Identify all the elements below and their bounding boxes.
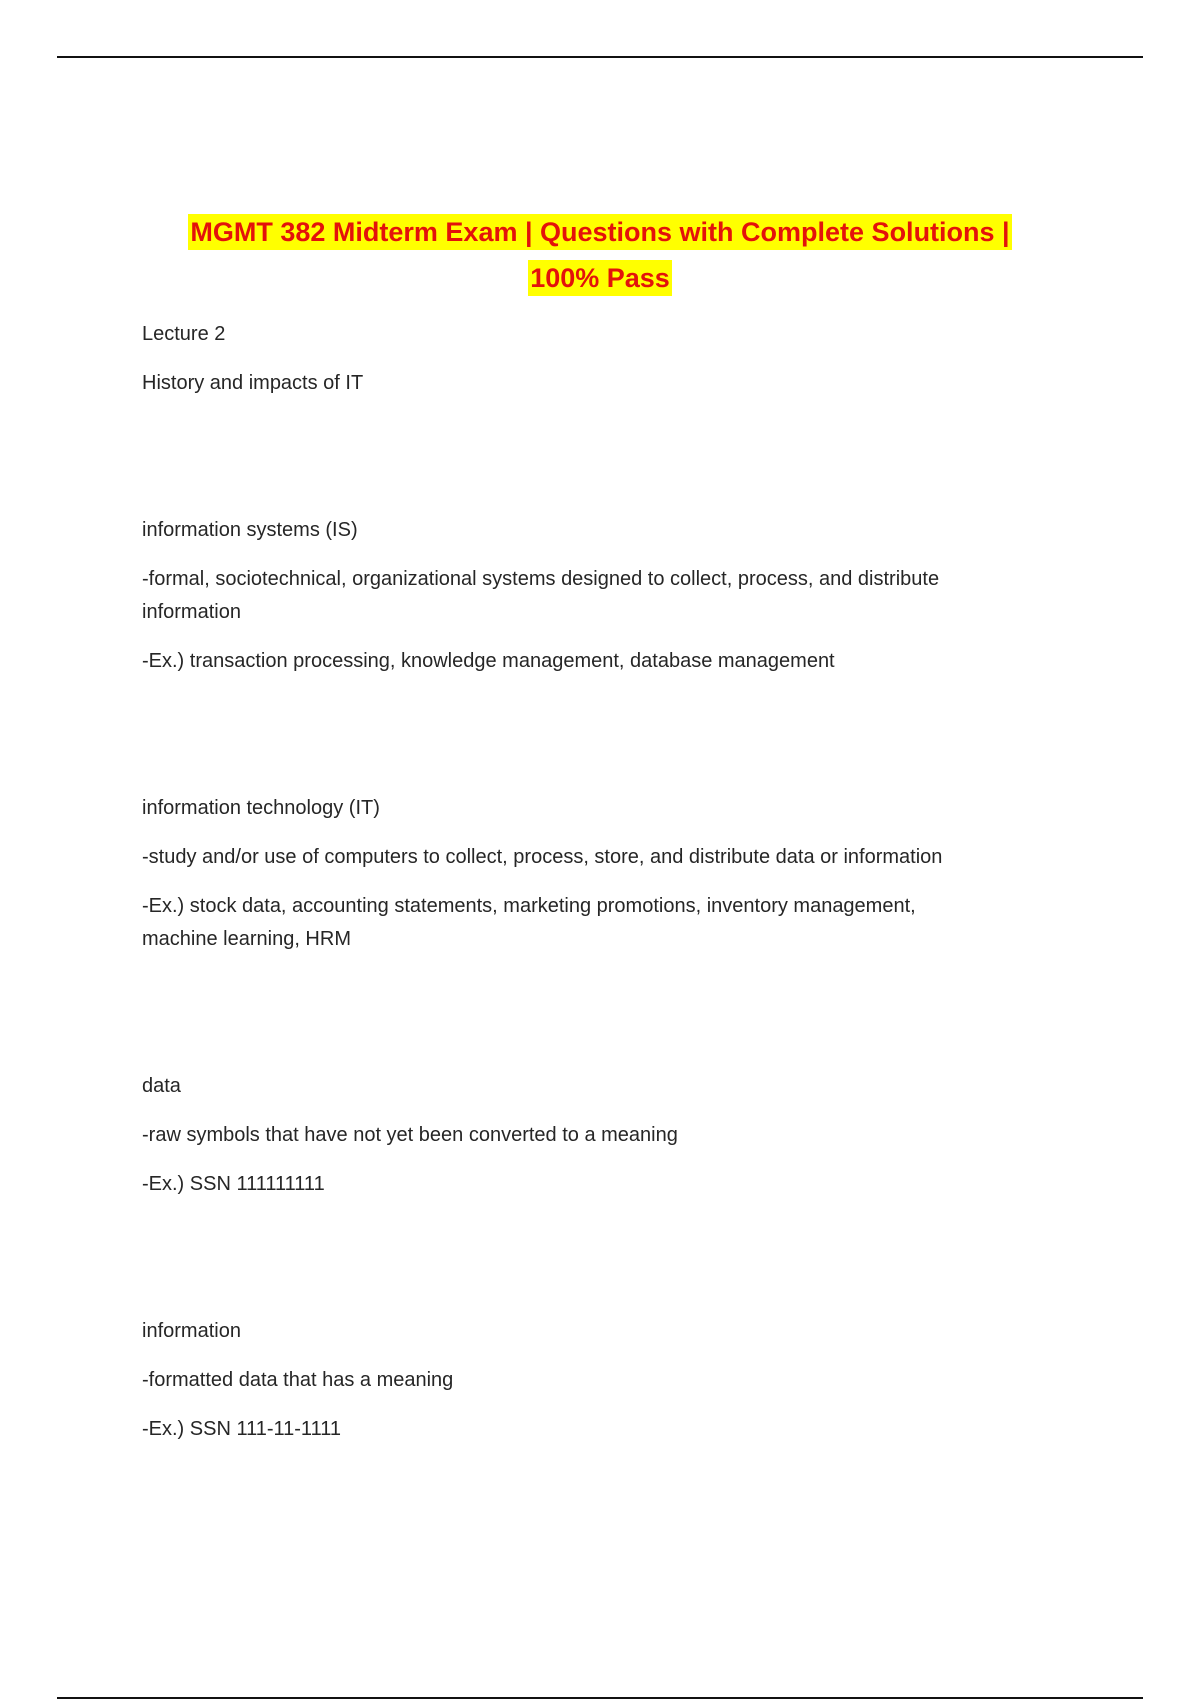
title-line-2: 100% Pass bbox=[528, 260, 672, 296]
definition-line: -raw symbols that have not yet been converted to a meaning bbox=[142, 1124, 678, 1146]
definition-line: -formal, sociotechnical, organizational systems designed to collect, process, and distribute bbox=[142, 568, 940, 590]
term-information: information bbox=[142, 1320, 241, 1342]
lecture-heading: Lecture 2 bbox=[142, 323, 226, 345]
example-line: -Ex.) transaction processing, knowledge management, database management bbox=[142, 650, 835, 672]
example-line: -Ex.) SSN 111-11-1111 bbox=[142, 1418, 341, 1440]
term-information-technology: information technology (IT) bbox=[142, 797, 380, 819]
topic-heading: History and impacts of IT bbox=[142, 372, 364, 394]
example-line: -Ex.) SSN 111111111 bbox=[142, 1173, 325, 1195]
definition-line: -formatted data that has a meaning bbox=[142, 1369, 454, 1391]
example-line: -Ex.) stock data, accounting statements, marketing promotions, inventory management, bbox=[142, 895, 916, 917]
example-line: machine learning, HRM bbox=[142, 928, 351, 950]
term-information-systems: information systems (IS) bbox=[142, 519, 358, 541]
bottom-rule bbox=[57, 1697, 1143, 1699]
term-data: data bbox=[142, 1075, 181, 1097]
title-line-1: MGMT 382 Midterm Exam | Questions with Complete Solutions | bbox=[188, 214, 1011, 250]
document-title bbox=[142, 214, 1058, 306]
definition-line: -study and/or use of computers to collect, process, store, and distribute data or information bbox=[142, 846, 943, 868]
definition-line: information bbox=[142, 601, 241, 623]
top-rule bbox=[57, 56, 1143, 58]
